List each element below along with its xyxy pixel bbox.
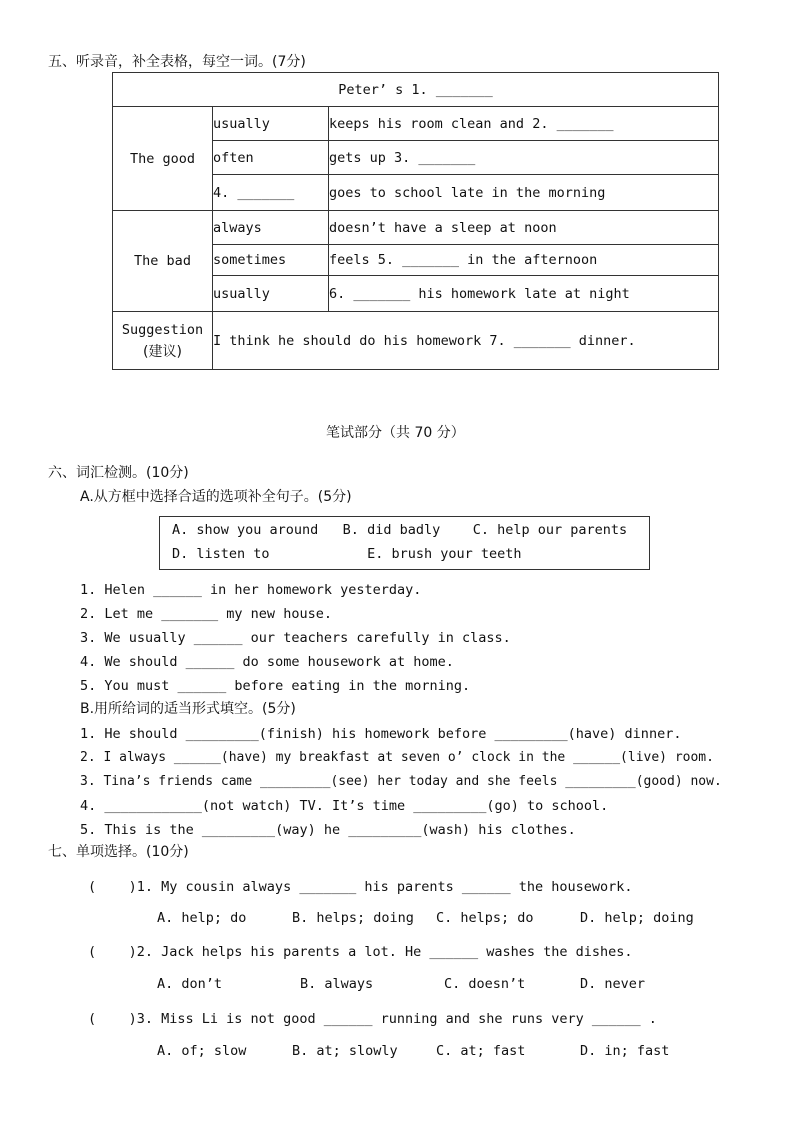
good-freq-2: often xyxy=(213,141,329,175)
good-desc-2: gets up 3. _______ xyxy=(329,141,719,175)
question-2-option-a: A. don’t xyxy=(157,976,223,992)
part-a-heading: A.从方框中选择合适的选项补全句子。(5分) xyxy=(80,489,352,505)
question-3-option-c: C. at; fast xyxy=(436,1043,526,1059)
good-freq-1: usually xyxy=(213,107,329,141)
options-line-2: D. listen to E. brush your teeth xyxy=(172,546,522,562)
bad-freq-2: sometimes xyxy=(213,245,329,276)
bad-label: The bad xyxy=(113,211,213,312)
section5-heading: 五、听录音，补全表格，每空一词。(7分) xyxy=(48,54,306,70)
part-a-item-2: 2. Let me _______ my new house. xyxy=(80,606,332,622)
good-desc-1: keeps his room clean and 2. _______ xyxy=(329,107,719,141)
bad-desc-1: doesn’t have a sleep at noon xyxy=(329,211,719,245)
question-2-stem: ( )2. Jack helps his parents a lot. He ______ washes the dishes. xyxy=(88,944,633,960)
suggestion-label-cn: (建议) xyxy=(143,343,182,360)
question-3-option-d: D. in; fast xyxy=(580,1043,670,1059)
question-1-stem: ( )1. My cousin always _______ his parents ______ the housework. xyxy=(88,879,633,895)
good-desc-3: goes to school late in the morning xyxy=(329,175,719,211)
options-line-1: A. show you around B. did badly C. help our parents xyxy=(172,522,628,538)
part-a-item-1: 1. Helen ______ in her homework yesterday. xyxy=(80,582,422,598)
question-3-option-b: B. at; slowly xyxy=(292,1043,398,1059)
written-part-title: 笔试部分（共 70 分） xyxy=(326,425,465,441)
part-b-item-1: 1. He should _________(finish) his homework before _________(have) dinner. xyxy=(80,726,682,742)
section7-heading: 七、单项选择。(10分) xyxy=(48,844,189,860)
part-b-item-2: 2. I always ______(have) my breakfast at seven o’ clock in the ______(live) room. xyxy=(80,750,714,765)
listening-table xyxy=(112,72,719,370)
question-2-option-c: C. doesn’t xyxy=(444,976,526,992)
question-2-option-d: D. never xyxy=(580,976,646,992)
bad-freq-3: usually xyxy=(213,276,329,312)
part-a-item-4: 4. We should ______ do some housework at home. xyxy=(80,654,454,670)
part-b-item-5: 5. This is the _________(way) he _________(wash) his clothes. xyxy=(80,822,576,838)
part-a-item-3: 3. We usually ______ our teachers carefully in class. xyxy=(80,630,511,646)
bad-freq-1: always xyxy=(213,211,329,245)
question-2-option-b: B. always xyxy=(300,976,374,992)
suggestion-text: I think he should do his homework 7. _______ dinner. xyxy=(213,312,719,370)
section6-heading: 六、词汇检测。(10分) xyxy=(48,465,189,481)
question-1-option-b: B. helps; doing xyxy=(292,910,414,926)
suggestion-label: Suggestion xyxy=(121,321,204,338)
bad-desc-2: feels 5. _______ in the afternoon xyxy=(329,245,719,276)
bad-desc-3: 6. _______ his homework late at night xyxy=(329,276,719,312)
table-title: Peter’ s 1. _______ xyxy=(113,73,719,107)
question-3-option-a: A. of; slow xyxy=(157,1043,247,1059)
question-1-option-c: C. helps; do xyxy=(436,910,534,926)
part-a-item-5: 5. You must ______ before eating in the morning. xyxy=(80,678,471,694)
suggestion-label-cell xyxy=(113,312,213,370)
part-b-item-4: 4. ____________(not watch) TV. It’s time _________(go) to school. xyxy=(80,798,609,814)
part-b-heading: B.用所给词的适当形式填空。(5分) xyxy=(80,701,296,717)
part-b-item-3: 3. Tina’s friends came _________(see) her today and she feels _________(good) now. xyxy=(80,774,722,789)
good-label: The good xyxy=(113,107,213,211)
question-1-option-a: A. help; do xyxy=(157,910,247,926)
question-3-stem: ( )3. Miss Li is not good ______ running and she runs very ______ . xyxy=(88,1011,657,1027)
question-1-option-d: D. help; doing xyxy=(580,910,694,926)
good-freq-3: 4. _______ xyxy=(213,175,329,211)
